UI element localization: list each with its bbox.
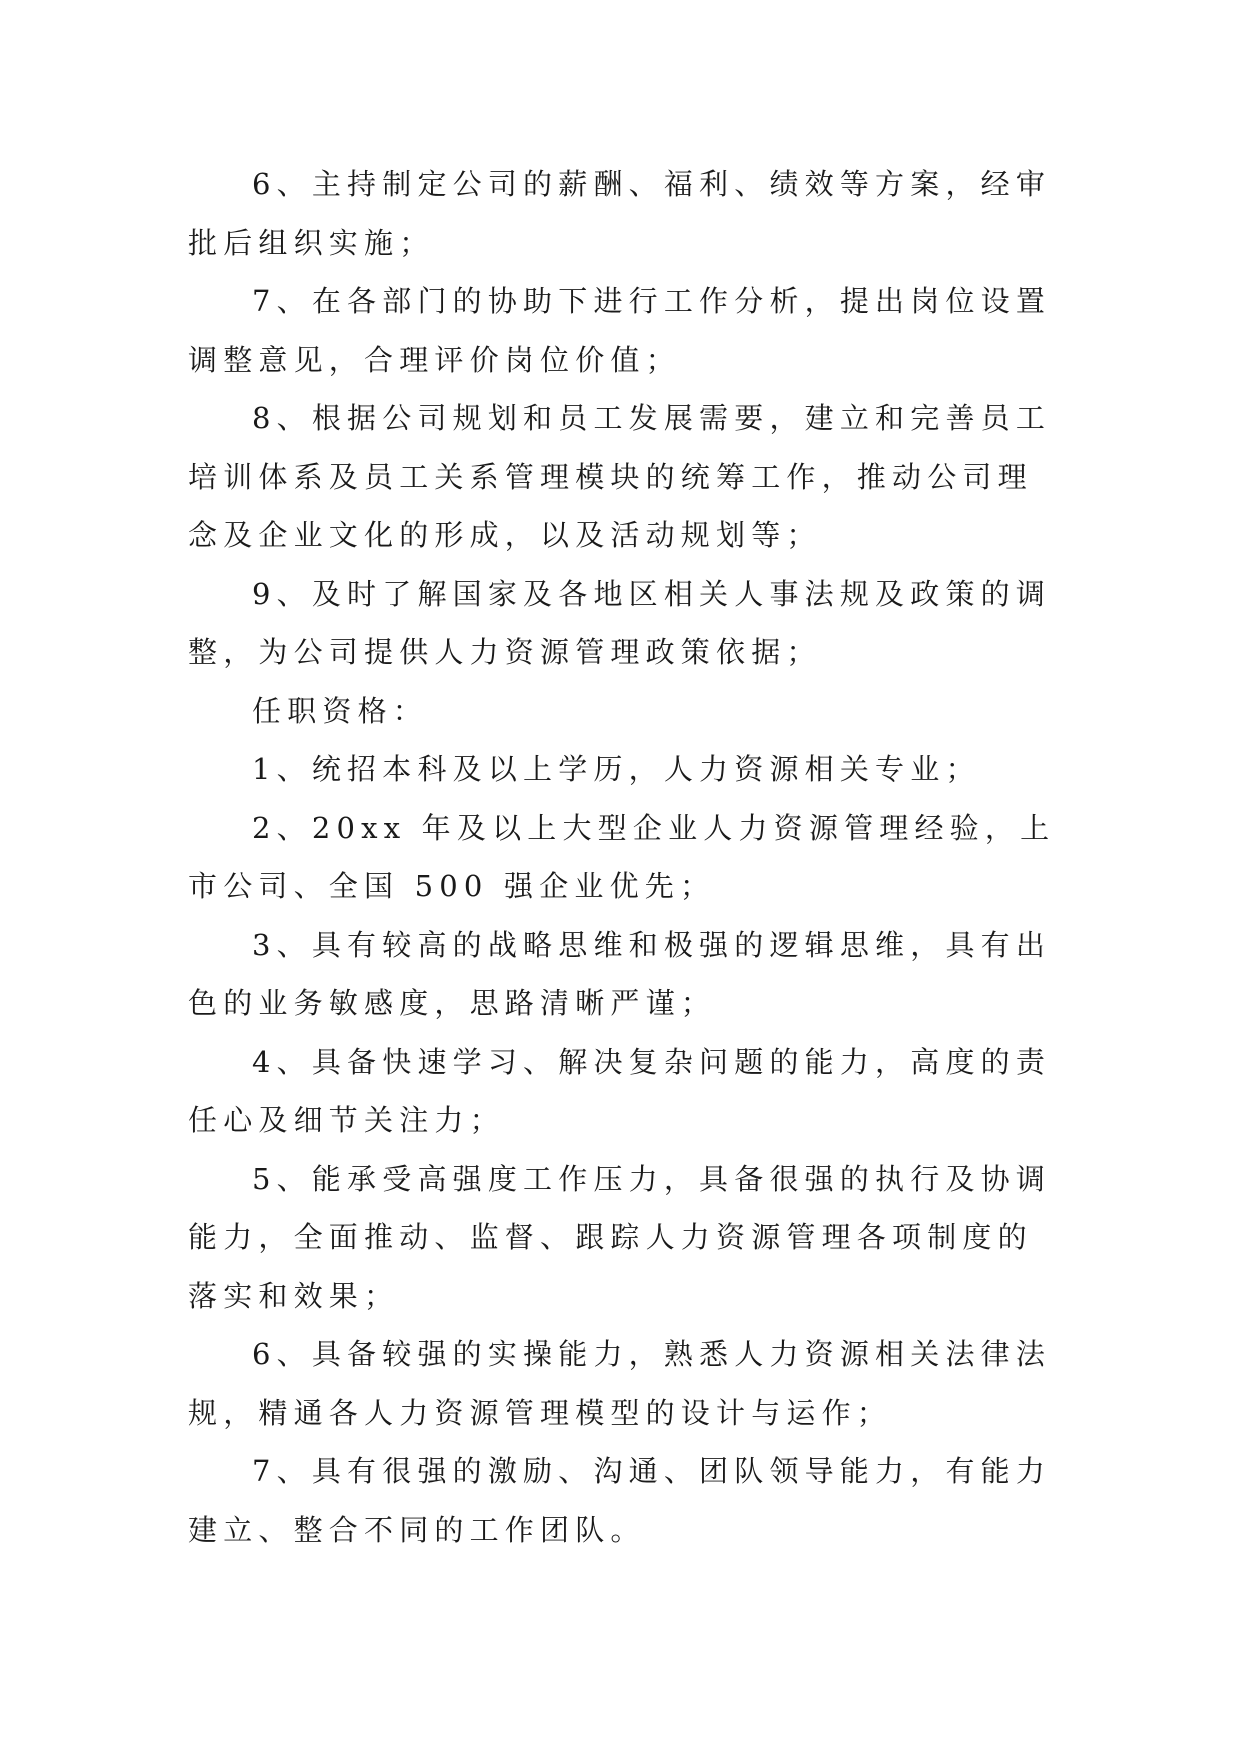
qualification-item-3: 3、具有较高的战略思维和极强的逻辑思维，具有出色的业务敏感度，思路清晰严谨； bbox=[188, 927, 1052, 1020]
qualification-item-1: 1、统招本科及以上学历，人力资源相关专业； bbox=[252, 752, 981, 786]
qualification-item-6: 6、具备较强的实操能力，熟悉人力资源相关法律法规，精通各人力资源管理模型的设计与运作； bbox=[188, 1337, 1052, 1430]
duty-item-7: 7、在各部门的协助下进行工作分析，提出岗位设置调整意见，合理评价岗位价值； bbox=[188, 284, 1052, 377]
duty-item-8: 8、根据公司规划和员工发展需要，建立和完善员工培训体系及员工关系管理模块的统筹工作，推动公司理念及企业文化的形成，以及活动规划等； bbox=[188, 401, 1052, 552]
qualification-item-4: 4、具备快速学习、解决复杂问题的能力，高度的责任心及细节关注力； bbox=[188, 1044, 1052, 1137]
duty-item-9: 9、及时了解国家及各地区相关人事法规及政策的调整，为公司提供人力资源管理政策依据； bbox=[188, 576, 1052, 669]
document-body bbox=[188, 155, 1056, 1559]
duty-item-6: 6、主持制定公司的薪酬、福利、绩效等方案，经审批后组织实施； bbox=[188, 167, 1052, 260]
qualification-item-5: 5、能承受高强度工作压力，具备很强的执行及协调能力，全面推动、监督、跟踪人力资源管理各项制度的落实和效果； bbox=[188, 1161, 1052, 1313]
qualifications-heading: 任职资格： bbox=[252, 693, 429, 728]
qualification-item-2: 2、20xx 年及以上大型企业人力资源管理经验，上市公司、全国 500 强企业优先； bbox=[188, 810, 1056, 903]
qualification-item-7: 7、具有很强的激励、沟通、团队领导能力，有能力建立、整合不同的工作团队。 bbox=[188, 1454, 1052, 1547]
